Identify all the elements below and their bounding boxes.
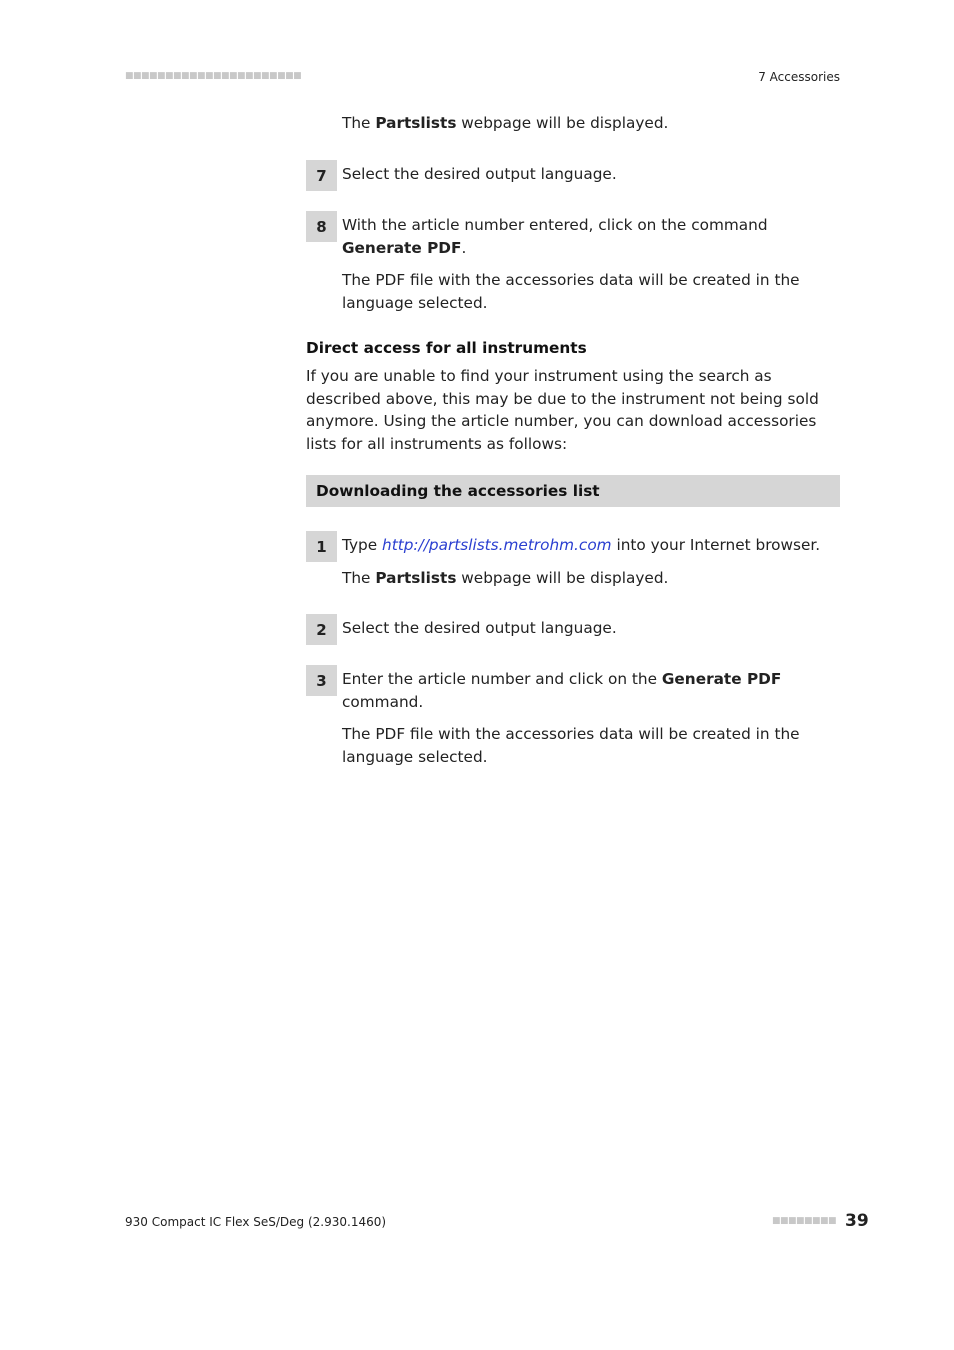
step-text: Enter the article number and click on the Generate PDF command. The PDF file with the accessories data will be created in the language selected. bbox=[342, 668, 842, 768]
step-result: The PDF file with the accessories data will be created in the language selected. bbox=[342, 271, 800, 312]
partslists-link[interactable]: http://partslists.metrohm.com bbox=[382, 536, 612, 554]
step-text: Select the desired output language. bbox=[342, 165, 617, 183]
step-text: With the article number entered, click on the command Generate PDF. The PDF file with the accessories data will be created in the language selected. bbox=[342, 214, 842, 314]
step-text: Type http://partslists.metrohm.com into your Internet browser. The Partslists webpage will be displayed. bbox=[342, 534, 842, 589]
step-text: Select the desired output language. bbox=[342, 619, 617, 637]
procedure-title: Downloading the accessories list bbox=[306, 475, 840, 507]
header-decoration: ■■■■■■■■■■■■■■■■■■■■■■ bbox=[125, 71, 302, 81]
step-result: The PDF file with the accessories data will be created in the language selected. bbox=[342, 725, 800, 766]
step-number: 7 bbox=[306, 160, 337, 191]
step-number: 1 bbox=[306, 531, 337, 562]
section-heading: Direct access for all instruments bbox=[306, 339, 587, 357]
chapter-title: 7 Accessories bbox=[758, 70, 840, 84]
intro-result: The Partslists webpage will be displayed. bbox=[342, 114, 669, 132]
step-number: 8 bbox=[306, 211, 337, 242]
footer-decoration: ■■■■■■■■ bbox=[772, 1216, 837, 1226]
page-number: 39 bbox=[845, 1211, 869, 1231]
step-number: 3 bbox=[306, 665, 337, 696]
step-result: The Partslists webpage will be displayed. bbox=[342, 568, 669, 587]
section-body: If you are unable to find your instrument using the search as described above, this may be due to the instrument not being sold anymore. Using the article number, you can download accessories lists for all instruments as follows: bbox=[306, 367, 819, 453]
step-number: 2 bbox=[306, 614, 337, 645]
document-title: 930 Compact IC Flex SeS/Deg (2.930.1460) bbox=[125, 1215, 387, 1229]
